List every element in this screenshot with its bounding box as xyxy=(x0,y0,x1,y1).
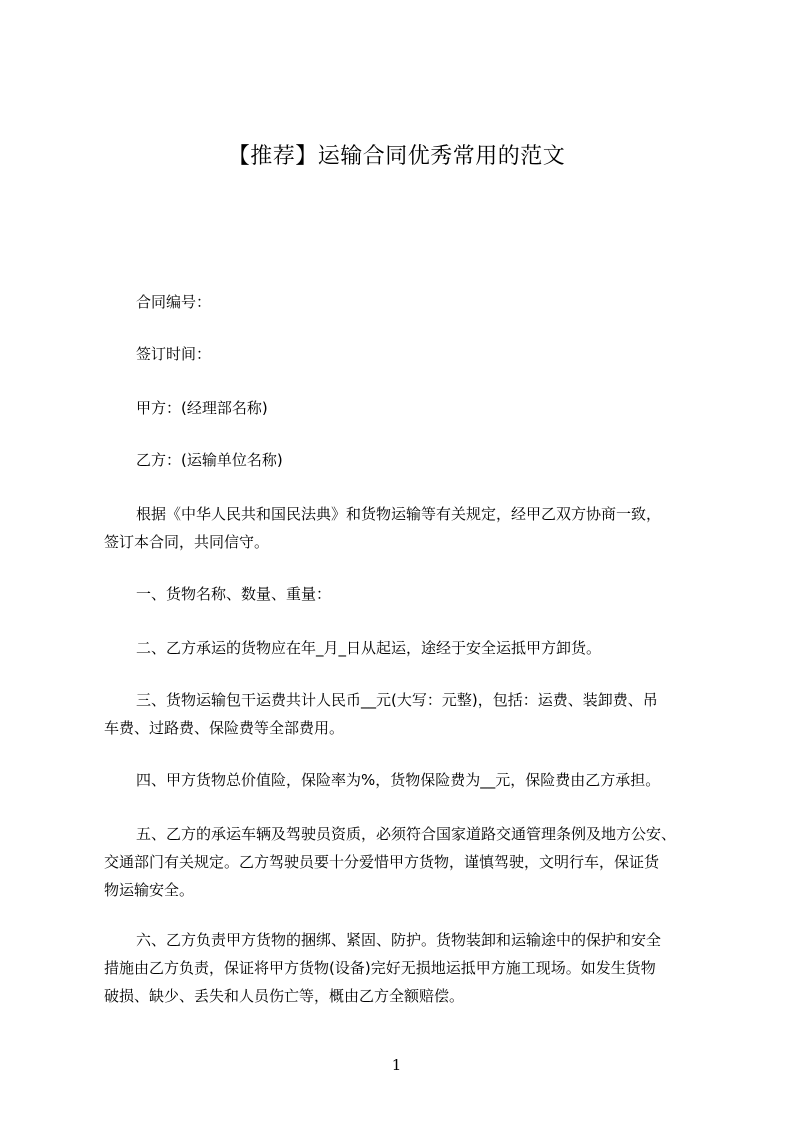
clause-line: 物运输安全。 xyxy=(104,881,195,899)
clause-2 xyxy=(104,634,736,662)
contract-number-field xyxy=(104,288,736,316)
clause-line: 交通部门有关规定。乙方驾驶员要十分爱惜甲方货物，谨慎驾驶，文明行车，保证货 xyxy=(104,853,660,871)
page-number: 1 xyxy=(391,1056,402,1074)
clause-6 xyxy=(104,926,704,1010)
party-b-label: 乙方：(运输单位名称) xyxy=(136,451,283,469)
preamble-paragraph xyxy=(104,500,704,556)
clause-line: 二、乙方承运的货物应在年_月_日从起运，途经于安全运抵甲方卸货。 xyxy=(136,639,602,657)
party-a-label: 甲方：(经理部名称) xyxy=(136,399,268,417)
clause-line: 六、乙方负责甲方货物的捆绑、紧固、防护。货物装卸和运输途中的保护和安全 xyxy=(136,931,662,949)
clause-line: 一、货物名称、数量、重量： xyxy=(136,585,332,603)
preamble-line: 根据《中华人民共和国民法典》和货物运输等有关规定，经甲乙双方协商一致， xyxy=(136,505,662,523)
party-b-field xyxy=(104,446,736,474)
clause-line: 车费、过路费、保险费等全部费用。 xyxy=(104,719,345,737)
clause-5 xyxy=(104,820,704,904)
party-a-field xyxy=(104,394,736,422)
page-title: 【推荐】运输合同优秀常用的范文 xyxy=(227,144,566,169)
clause-3 xyxy=(104,686,704,742)
preamble-line: 签订本合同，共同信守。 xyxy=(104,533,270,551)
clause-line: 措施由乙方负责，保证将甲方货物(设备)完好无损地运抵甲方施工现场。如发生货物 xyxy=(104,959,656,977)
clause-line: 三、货物运输包干运费共计人民币__元(大写：元整)，包括：运费、装卸费、吊 xyxy=(136,691,658,709)
clause-line: 五、乙方的承运车辆及驾驶员资质，必须符合国家道路交通管理条例及地方公安、 xyxy=(136,825,677,843)
signing-time-field xyxy=(104,340,736,368)
clause-1 xyxy=(104,580,736,608)
clause-line: 四、甲方货物总价值险，保险率为%，货物保险费为__元，保险费由乙方承担。 xyxy=(136,771,661,789)
clause-line: 破损、缺少、丢失和人员伤亡等，概由乙方全额赔偿。 xyxy=(104,987,465,1005)
signing-time-label: 签订时间： xyxy=(136,345,212,363)
clause-4 xyxy=(104,766,736,794)
contract-number-label: 合同编号： xyxy=(136,293,212,311)
